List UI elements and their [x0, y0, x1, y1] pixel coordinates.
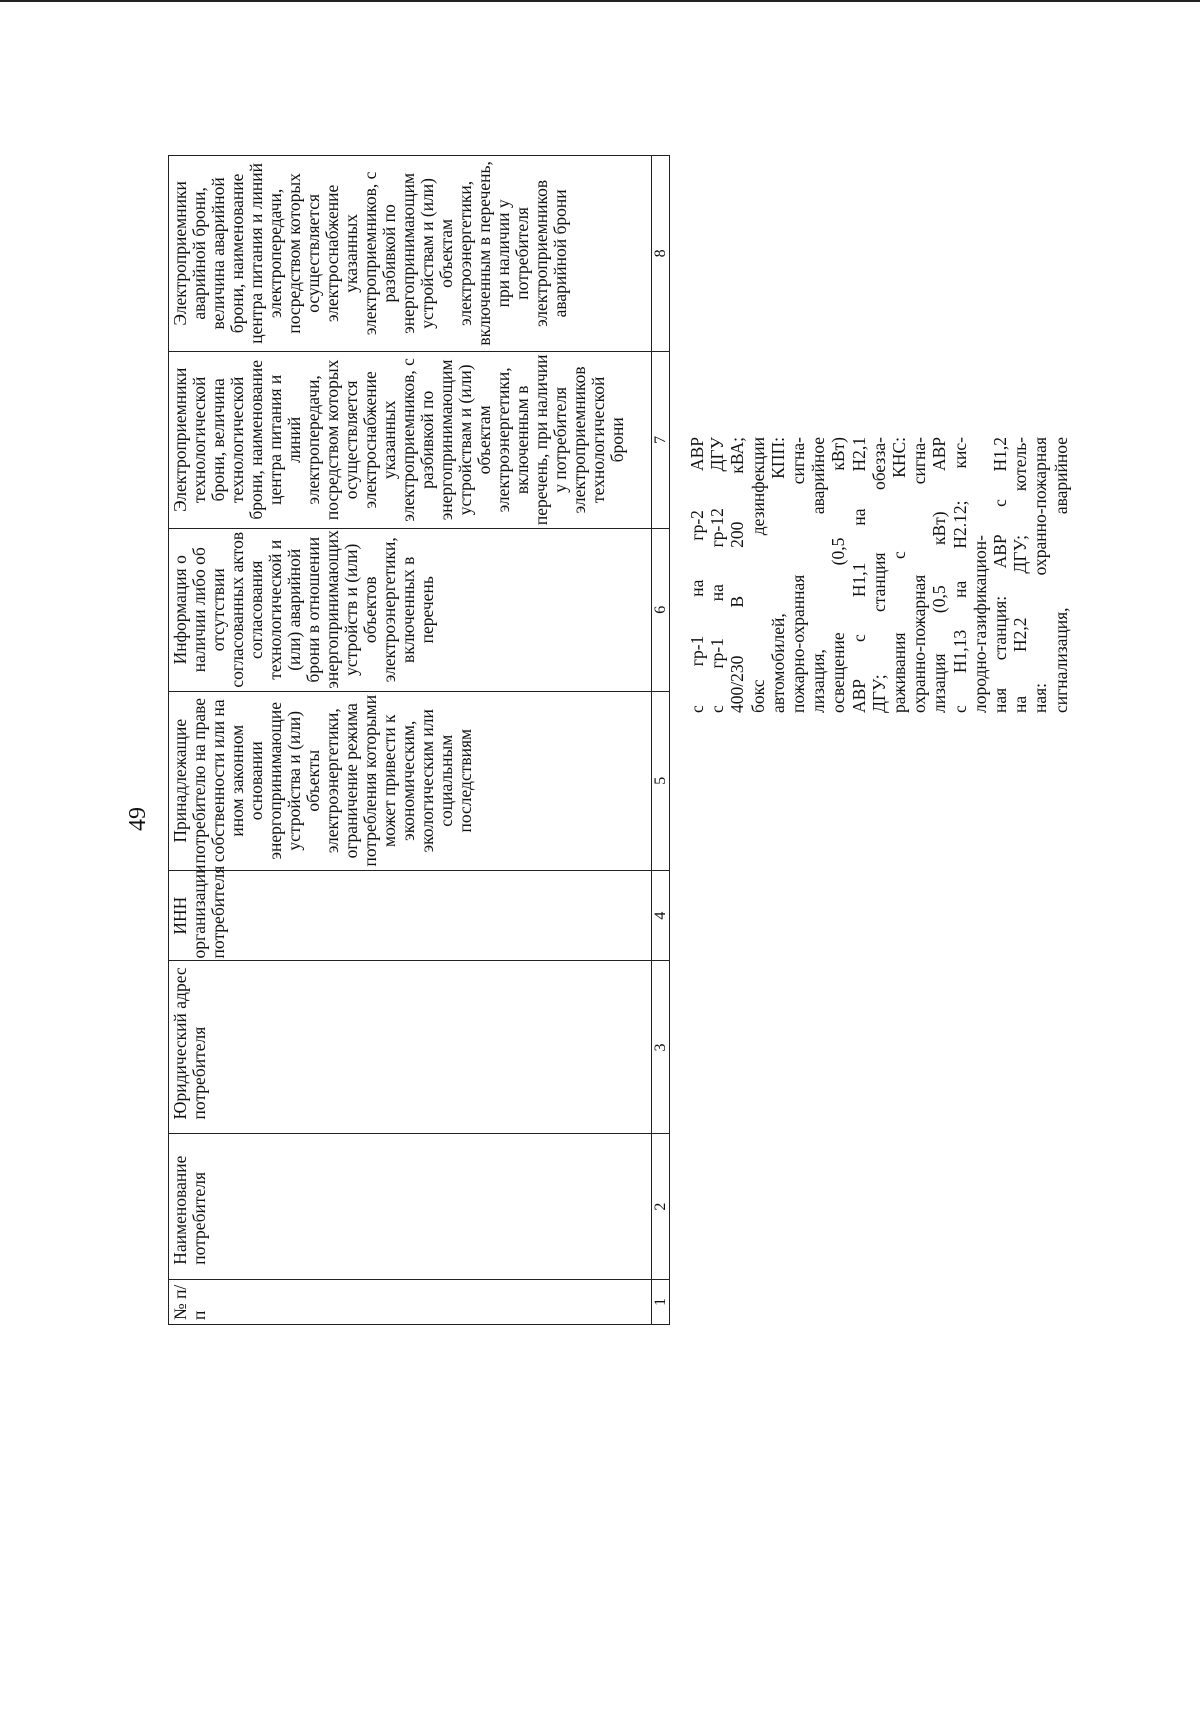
text-line: автомобилей, КПП:: [767, 437, 788, 713]
header-cell-acts-info: Информация о наличии либо об отсутствии согласованных актов согласования технологической и (или) аварийной брони в отношении энергопринимающих устройств и (или) объектов электроэнергетики, включенных в перечень: [169, 528, 652, 691]
text-line: на Н2,2 ДГУ; котель-: [1010, 437, 1031, 713]
header-cell-emergency-reserve: Электроприемники аварийной брони, величина аварийной брони, наименование центра питания и линий электропередачи, посредством которых осуществляется электроснабжение указанных электроприемников, с разбивкой по энергопринимающим устройствам и (или) объектам электроэнергетики, включенным в перечень, при наличии у потребителя электроприемников аварийной брони: [169, 156, 652, 352]
column-number: 5: [652, 691, 670, 870]
text-line: ДГУ; станция обезза-: [868, 437, 889, 713]
text-line: сигнализация, аварийное: [1050, 437, 1071, 713]
text-line: АВР с Н1,1 на Н2,1: [848, 437, 869, 713]
text-line: лородно-газификацион-: [969, 535, 990, 713]
header-cell-consumer-name: Наименование потребителя: [169, 1134, 652, 1279]
column-number: 4: [652, 870, 670, 961]
text-line: ная: охранно-пожарная: [1030, 437, 1051, 713]
table-header-row: [169, 156, 652, 1325]
text-line: освещение (0,5 кВт): [828, 437, 849, 713]
column-number: 7: [652, 351, 670, 528]
header-cell-devices: Принадлежащие потребителю на праве собственности или на ином законном основании энергопринимающие устройства и (или) объекты электроэнергетики, ограничение режима потребления которыми может привести к экономическим, экологическим или социальным последствиям: [169, 691, 652, 870]
text-line: раживания с КНС:: [889, 437, 910, 713]
text-line: пожарно-охранная сигна-: [788, 437, 809, 713]
text-line: с гр-1 на гр-12 ДГУ: [707, 437, 728, 713]
column-number-row: [652, 156, 670, 1325]
text-line: с гр-1 на гр-2 АВР: [687, 437, 707, 713]
header-cell-inn: ИНН организации потребителя: [169, 870, 652, 961]
header-cell-technological-reserve: Электроприемники технологической брони, величина технологической брони, наименование центра питания и линий электропередачи, посредством которых осуществляется электроснабжение указанных электроприемников, с разбивкой по энергопринимающим устройствам и (или) объектам электроэнергетики, включенным в перечень, при наличии у потребителя электроприемников технологической брони: [169, 351, 652, 528]
text-line: охранно-пожарная сигна-: [909, 437, 930, 713]
continued-text-column-8: [687, 437, 1071, 713]
column-number: 3: [652, 961, 670, 1134]
header-cell-legal-address: Юридический адрес потребителя: [169, 961, 652, 1134]
text-line: с Н1,13 на Н2.12; кис-: [949, 437, 970, 713]
column-number: 6: [652, 528, 670, 691]
consumer-table: [168, 155, 670, 1325]
text-line: бокс дезинфекции: [747, 437, 768, 713]
text-line: лизация (0,5 кВт) АВР: [929, 437, 950, 713]
text-line: лизация, аварийное: [808, 437, 829, 713]
column-number: 1: [652, 1279, 670, 1324]
header-cell-number: № п/п: [169, 1279, 652, 1324]
page-number: 49: [125, 807, 151, 831]
column-number: 2: [652, 1134, 670, 1279]
text-line: 400/230 В 200 кВА;: [727, 437, 748, 713]
text-line: ная станция: АВР с Н1,2: [990, 437, 1011, 713]
column-number: 8: [652, 156, 670, 352]
